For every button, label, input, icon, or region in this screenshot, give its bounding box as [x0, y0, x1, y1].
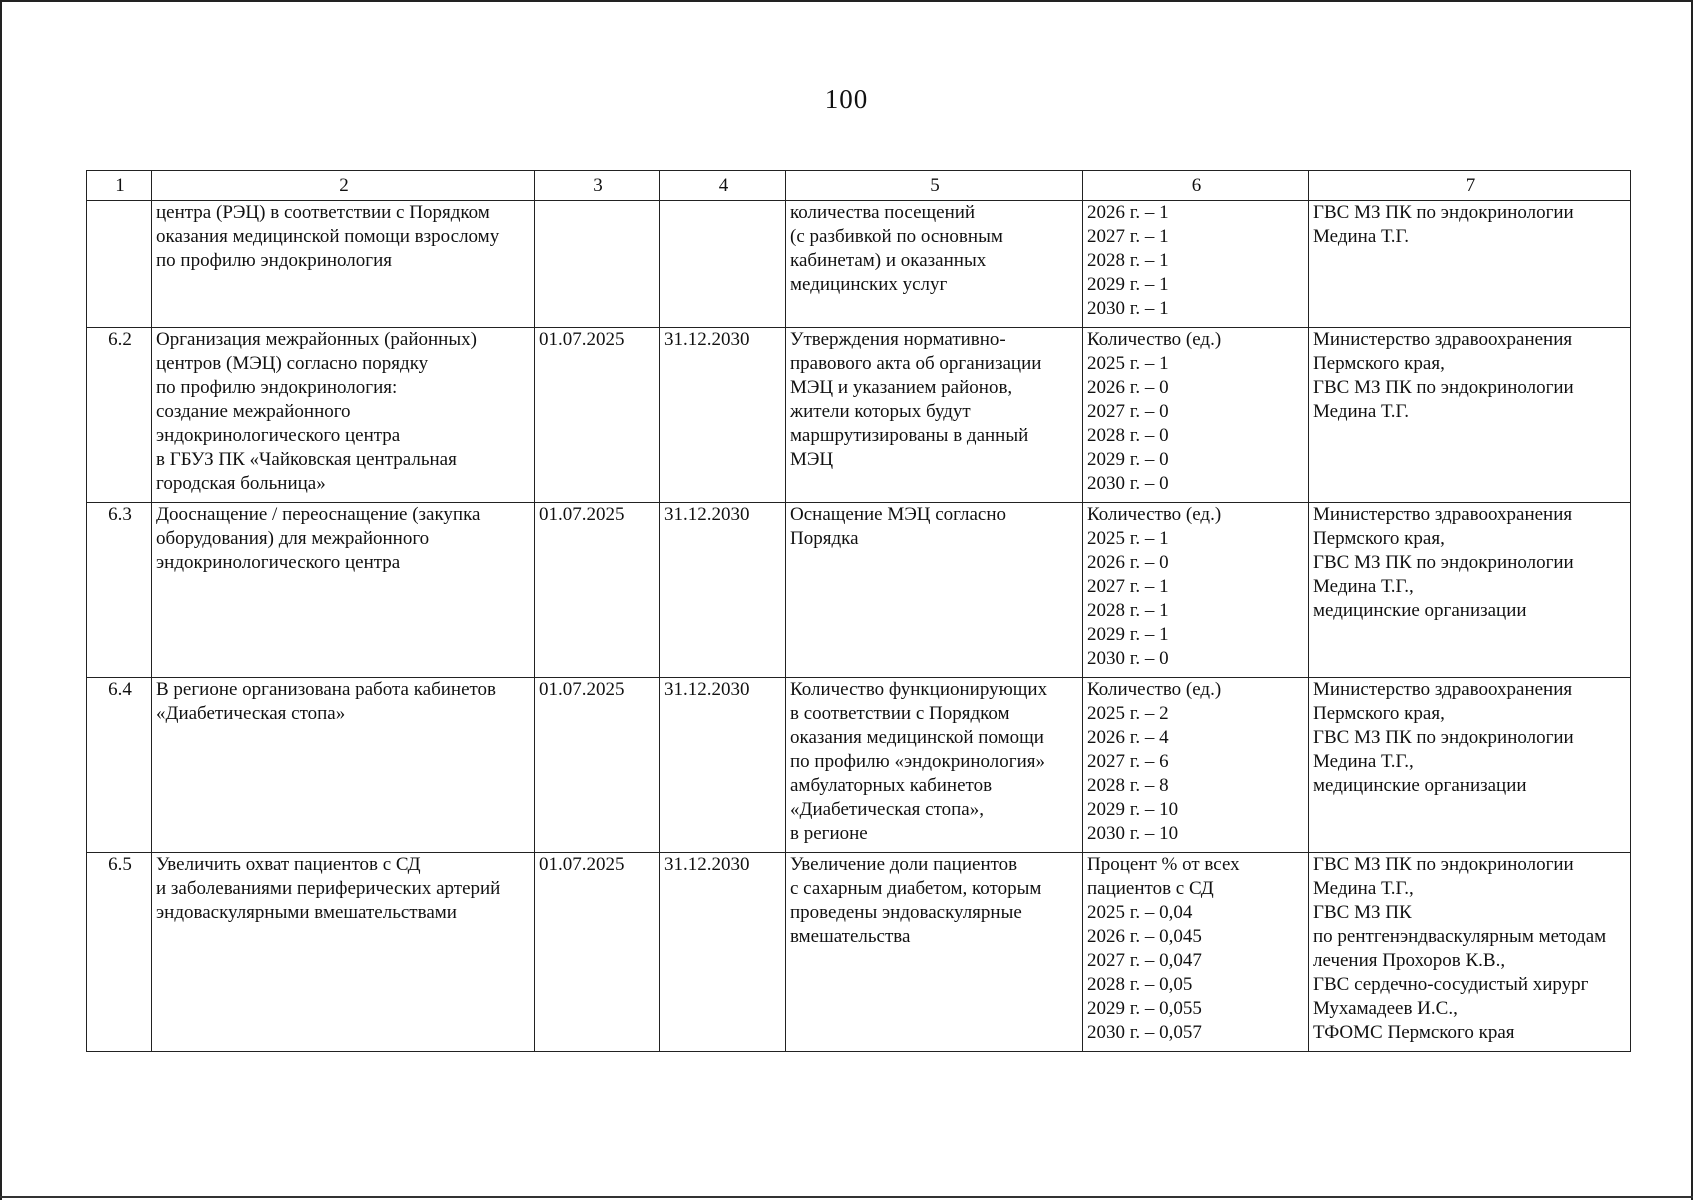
start-date-cell: 01.07.2025: [535, 853, 660, 1052]
item-number-cell: 6.2: [87, 328, 152, 503]
measure-cell: Организация межрайонных (районных) центров (МЭЦ) согласно порядку по профилю эндокринология: создание межрайонного эндокринологического центра в ГБУЗ ПК «Чайковская центральная городская больница»: [152, 328, 535, 503]
start-date-cell: 01.07.2025: [535, 503, 660, 678]
indicator-cell: Утверждения нормативно- правового акта об организации МЭЦ и указанием районов, жители которых будут маршрутизированы в данный МЭЦ: [786, 328, 1083, 503]
column-header: 6: [1083, 171, 1309, 201]
start-date-cell: 01.07.2025: [535, 328, 660, 503]
measure-cell: Увеличить охват пациентов с СД и заболеваниями периферических артерий эндоваскулярными вмешательствами: [152, 853, 535, 1052]
responsible-cell: Министерство здравоохранения Пермского края, ГВС МЗ ПК по эндокринологии Медина Т.Г., медицинские организации: [1309, 503, 1631, 678]
column-header: 1: [87, 171, 152, 201]
target-values-cell: 2026 г. – 1 2027 г. – 1 2028 г. – 1 2029 г. – 1 2030 г. – 1: [1083, 201, 1309, 328]
target-values-cell: Количество (ед.) 2025 г. – 2 2026 г. – 4 2027 г. – 6 2028 г. – 8 2029 г. – 10 2030 г. – 10: [1083, 678, 1309, 853]
start-date-cell: 01.07.2025: [535, 678, 660, 853]
end-date-cell: 31.12.2030: [660, 328, 786, 503]
column-header: 2: [152, 171, 535, 201]
table-row: [87, 853, 1631, 1052]
item-number-cell: 6.4: [87, 678, 152, 853]
table-row: [87, 201, 1631, 328]
item-number-cell: [87, 201, 152, 328]
indicator-cell: Оснащение МЭЦ согласно Порядка: [786, 503, 1083, 678]
target-values-cell: Количество (ед.) 2025 г. – 1 2026 г. – 0 2027 г. – 1 2028 г. – 1 2029 г. – 1 2030 г. – 0: [1083, 503, 1309, 678]
target-values-cell: Количество (ед.) 2025 г. – 1 2026 г. – 0 2027 г. – 0 2028 г. – 0 2029 г. – 0 2030 г. – 0: [1083, 328, 1309, 503]
table-row: [87, 328, 1631, 503]
end-date-cell: [660, 201, 786, 328]
start-date-cell: [535, 201, 660, 328]
header-row: [87, 171, 1631, 201]
table-row: [87, 503, 1631, 678]
table-row: [87, 678, 1631, 853]
measure-cell: центра (РЭЦ) в соответствии с Порядком оказания медицинской помощи взрослому по профилю эндокринология: [152, 201, 535, 328]
responsible-cell: Министерство здравоохранения Пермского края, ГВС МЗ ПК по эндокринологии Медина Т.Г.: [1309, 328, 1631, 503]
end-date-cell: 31.12.2030: [660, 503, 786, 678]
end-date-cell: 31.12.2030: [660, 853, 786, 1052]
page-number: 100: [824, 84, 869, 114]
indicator-cell: Количество функционирующих в соответствии с Порядком оказания медицинской помощи по профилю «эндокринология» амбулаторных кабинетов «Диабетическая стопа», в регионе: [786, 678, 1083, 853]
target-values-cell: Процент % от всех пациентов с СД 2025 г. – 0,04 2026 г. – 0,045 2027 г. – 0,047 2028 г. – 0,05 2029 г. – 0,055 2030 г. – 0,057: [1083, 853, 1309, 1052]
end-date-cell: 31.12.2030: [660, 678, 786, 853]
item-number-cell: 6.5: [87, 853, 152, 1052]
responsible-cell: ГВС МЗ ПК по эндокринологии Медина Т.Г.: [1309, 201, 1631, 328]
scan-border-left: [0, 0, 2, 1200]
column-header: 5: [786, 171, 1083, 201]
column-header: 4: [660, 171, 786, 201]
plan-table: [86, 170, 1631, 1052]
indicator-cell: количества посещений (с разбивкой по основным кабинетам) и оказанных медицинских услуг: [786, 201, 1083, 328]
measure-cell: Дооснащение / переоснащение (закупка оборудования) для межрайонного эндокринологического центра: [152, 503, 535, 678]
scan-border-top: [0, 0, 1693, 2]
responsible-cell: Министерство здравоохранения Пермского края, ГВС МЗ ПК по эндокринологии Медина Т.Г., медицинские организации: [1309, 678, 1631, 853]
column-header: 3: [535, 171, 660, 201]
responsible-cell: ГВС МЗ ПК по эндокринологии Медина Т.Г., ГВС МЗ ПК по рентгенэндваскулярным методам лечения Прохоров К.В., ГВС сердечно-сосудистый хирург Мухамадеев И.С., ТФОМС Пермского края: [1309, 853, 1631, 1052]
column-header: 7: [1309, 171, 1631, 201]
scan-border-bottom: [0, 1196, 1693, 1198]
measure-cell: В регионе организована работа кабинетов «Диабетическая стопа»: [152, 678, 535, 853]
item-number-cell: 6.3: [87, 503, 152, 678]
indicator-cell: Увеличение доли пациентов с сахарным диабетом, которым проведены эндоваскулярные вмешательства: [786, 853, 1083, 1052]
